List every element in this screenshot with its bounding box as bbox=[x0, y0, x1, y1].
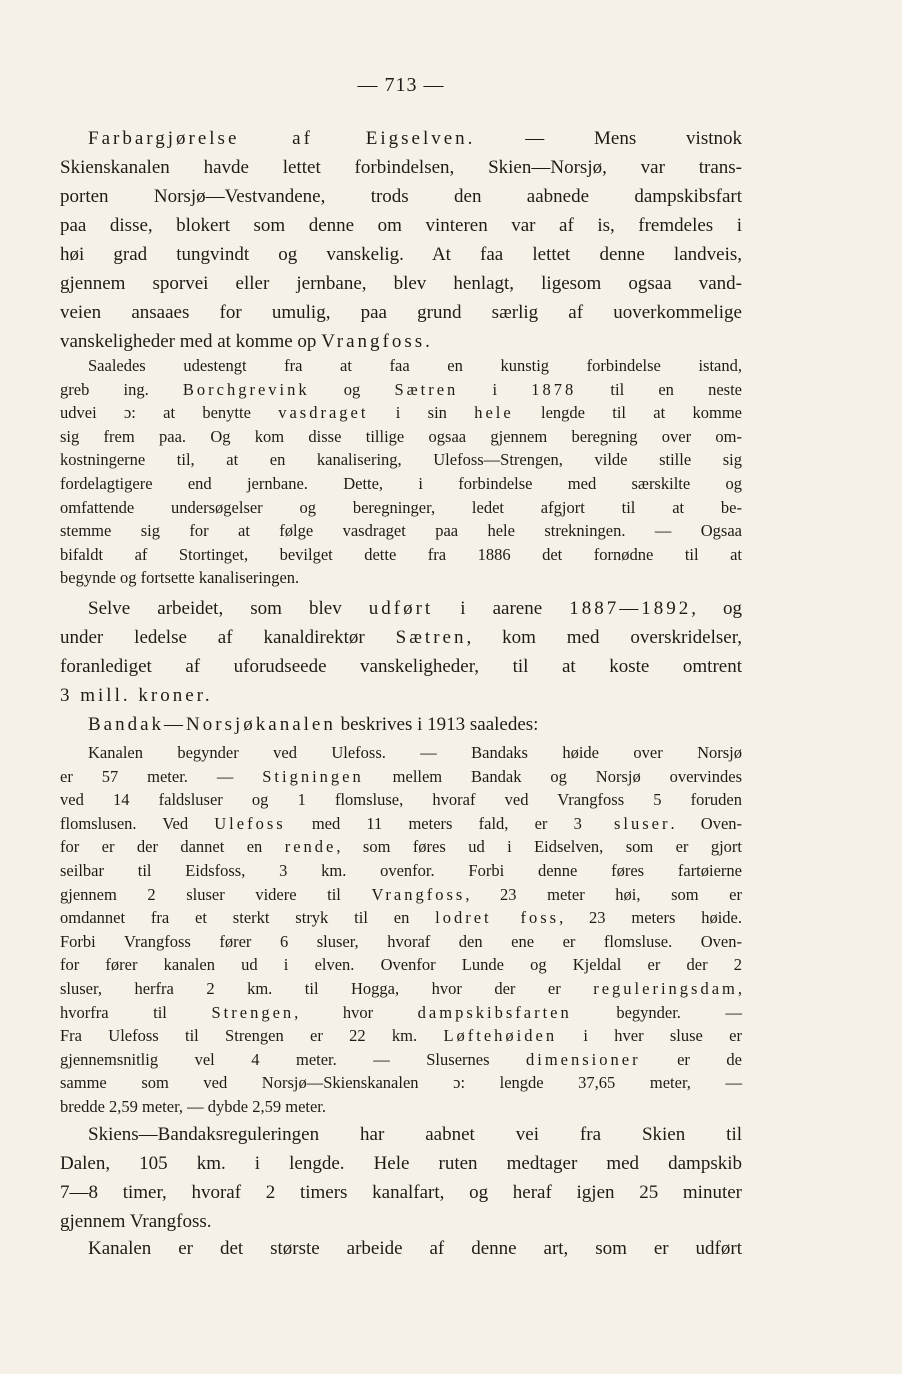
text-run: begynde og fortsette kanaliseringen. bbox=[60, 568, 300, 588]
text-line bbox=[60, 472, 742, 496]
text-run: stemme sig for at følge vasdraget paa hele strekningen. — Ogsaa bbox=[60, 521, 742, 541]
text-run: Skienskanalen havde lettet forbindelsen, Skien—Norsjø, var trans- bbox=[60, 157, 742, 178]
text-run: ved 14 faldsluser og 1 flomsluse, hvoraf ved Vrangfoss 5 foruden bbox=[60, 790, 742, 810]
text-run: paa disse, blokert som denne om vinteren var af is, fremdeles i bbox=[60, 215, 742, 236]
spaced-emphasis: Bandak—Norsjøkanalen bbox=[88, 714, 336, 735]
text-line bbox=[60, 812, 742, 836]
text-line bbox=[60, 327, 742, 356]
text-line bbox=[60, 425, 742, 449]
paragraph-1 bbox=[60, 124, 742, 356]
text-line bbox=[60, 153, 742, 182]
text-run: er 57 meter. — bbox=[60, 766, 263, 786]
text-line bbox=[60, 788, 742, 812]
text-run: vanskeligheder med at komme op bbox=[60, 331, 322, 352]
text-line bbox=[60, 211, 742, 240]
text-run: beskrives i 1913 saaledes: bbox=[335, 714, 539, 735]
text-line bbox=[60, 859, 742, 883]
text-run: under ledelse af kanaldirektør bbox=[60, 627, 396, 648]
text-line bbox=[60, 977, 742, 1001]
text-run: omdannet fra et sterkt stryk til en bbox=[60, 908, 436, 928]
text-line bbox=[60, 906, 742, 930]
text-line bbox=[60, 269, 742, 298]
text-line bbox=[60, 124, 742, 153]
text-line bbox=[60, 240, 742, 269]
spaced-emphasis: vasdraget bbox=[278, 403, 369, 423]
text-run: , som føres ud i Eidselven, som er gjort bbox=[336, 837, 742, 857]
spaced-emphasis: lodret foss bbox=[435, 908, 560, 928]
text-line bbox=[60, 401, 742, 425]
text-run: med 11 meters fald, er bbox=[285, 813, 574, 833]
text-run: , hvor bbox=[294, 1002, 418, 1022]
text-run: omfattende undersøgelser og beregninger, ledet afgjort til at be- bbox=[60, 497, 742, 517]
text-run: Kanalen er det største arbeide af denne art, som er udført bbox=[88, 1238, 742, 1259]
text-run: i hver sluse er bbox=[557, 1026, 742, 1046]
text-line bbox=[60, 1095, 742, 1119]
text-line bbox=[60, 681, 742, 710]
text-line bbox=[60, 1001, 742, 1025]
text-run: Dalen, 105 km. i lengde. Hele ruten medtager med dampskib bbox=[60, 1153, 742, 1174]
paragraph-4 bbox=[60, 710, 742, 739]
spaced-emphasis: udført bbox=[368, 598, 434, 619]
text-line bbox=[60, 1178, 742, 1207]
text-run: udvei ɔ: at benytte bbox=[60, 403, 279, 423]
text-run: , 23 meters høide. bbox=[559, 908, 742, 928]
text-line bbox=[60, 741, 742, 765]
text-line bbox=[60, 182, 742, 211]
text-run: for er der dannet en bbox=[60, 837, 285, 857]
text-line bbox=[60, 710, 742, 739]
spaced-emphasis: Vrangfoss. bbox=[321, 331, 433, 352]
text-run: , 23 meter høi, som er bbox=[465, 884, 742, 904]
text-run: Fra Ulefoss til Strengen er 22 km. bbox=[60, 1026, 444, 1046]
spaced-emphasis: rende bbox=[284, 837, 337, 857]
text-line bbox=[60, 835, 742, 859]
text-run: høi grad tungvindt og vanskelig. At faa lettet denne landveis, bbox=[60, 244, 742, 265]
text-run: er de bbox=[640, 1049, 742, 1069]
paragraph-3 bbox=[60, 594, 742, 710]
text-run: i sin bbox=[368, 403, 475, 423]
text-run: 7—8 timer, hvoraf 2 timers kanalfart, og heraf igjen 25 minuter bbox=[60, 1182, 742, 1203]
text-run: gjennemsnitlig vel 4 meter. — Slusernes bbox=[60, 1049, 527, 1069]
text-run: lengde til at komme bbox=[513, 403, 743, 423]
text-run: . Oven- bbox=[670, 813, 743, 833]
spaced-emphasis: 3 mill. kroner. bbox=[60, 685, 213, 706]
text-run: bifaldt af Stortinget, bevilget dette fra 1886 det fornødne til at bbox=[60, 544, 742, 564]
text-line bbox=[60, 543, 742, 567]
spaced-emphasis: Borchgrevink bbox=[182, 379, 310, 399]
text-line bbox=[60, 1048, 742, 1072]
text-run: begynder. — bbox=[571, 1002, 743, 1022]
text-run: Kanalen begynder ved Ulefoss. — Bandaks høide over Norsjø bbox=[88, 743, 742, 762]
text-run: kostningerne til, at en kanalisering, Ulefoss—Strengen, vilde stille sig bbox=[60, 450, 742, 470]
spaced-emphasis: Sætren bbox=[395, 627, 467, 648]
text-run: for fører kanalen ud i elven. Ovenfor Lunde og Kjeldal er der 2 bbox=[60, 955, 742, 975]
spaced-emphasis: Løftehøiden bbox=[443, 1026, 558, 1046]
text-line bbox=[60, 594, 742, 623]
text-line bbox=[60, 1071, 742, 1095]
text-run: fordelagtigere end jernbane. Dette, i forbindelse med særskilte og bbox=[60, 473, 742, 493]
text-line bbox=[60, 953, 742, 977]
spaced-emphasis: Stigningen bbox=[262, 766, 364, 786]
text-line bbox=[60, 1149, 742, 1178]
text-run: veien ansaaes for umulig, paa grund særlig af uoverkommelige bbox=[60, 302, 742, 323]
text-run: sig frem paa. Og kom disse tillige ogsaa gjennem beregning over om- bbox=[60, 426, 742, 446]
text-run: — Mens vistnok bbox=[475, 128, 742, 149]
spaced-emphasis: Vrangfoss bbox=[371, 884, 466, 904]
text-line bbox=[60, 378, 742, 402]
text-line bbox=[60, 930, 742, 954]
text-run: sluser, herfra 2 km. til Hogga, hvor der er bbox=[60, 978, 594, 998]
paragraph-5 bbox=[60, 741, 742, 1119]
text-run: , bbox=[737, 978, 742, 998]
text-line bbox=[60, 448, 742, 472]
text-line bbox=[60, 1234, 742, 1263]
text-run: i bbox=[458, 379, 532, 399]
text-run: seilbar til Eidsfoss, 3 km. ovenfor. Forbi denne føres fartøierne bbox=[60, 860, 742, 880]
spaced-emphasis: 1878 bbox=[531, 379, 577, 399]
text-run: gjennem sporvei eller jernbane, blev henlagt, ligesom ogsaa vand- bbox=[60, 273, 742, 294]
text-line bbox=[60, 1024, 742, 1048]
spaced-emphasis: hele bbox=[474, 403, 514, 423]
paragraph-2 bbox=[60, 354, 742, 590]
spaced-emphasis: Farbargjørelse af Eigselven. bbox=[88, 128, 476, 149]
text-run: greb ing. bbox=[60, 379, 183, 399]
text-run: , kom med overskridelser, bbox=[466, 627, 743, 648]
text-line bbox=[60, 519, 742, 543]
text-line bbox=[60, 496, 742, 520]
text-line bbox=[60, 566, 742, 590]
text-run: i aarene bbox=[433, 598, 570, 619]
text-line bbox=[60, 1120, 742, 1149]
text-run: Selve arbeidet, som blev bbox=[88, 598, 369, 619]
text-line bbox=[60, 765, 742, 789]
text-run: hvorfra til bbox=[60, 1002, 212, 1022]
spaced-emphasis: 1887—1892 bbox=[569, 598, 692, 619]
text-run: flomslusen. Ved bbox=[60, 813, 215, 833]
text-line bbox=[60, 354, 742, 378]
text-run: Skiens—Bandaksreguleringen har aabnet vei fra Skien til bbox=[88, 1124, 742, 1145]
text-line bbox=[60, 1207, 742, 1236]
spaced-emphasis: dimensioner bbox=[526, 1049, 641, 1069]
text-run: samme som ved Norsjø—Skienskanalen ɔ: lengde 37,65 meter, — bbox=[60, 1073, 742, 1093]
text-run: Saaledes udestengt fra at faa en kunstig forbindelse istand, bbox=[88, 356, 742, 375]
spaced-emphasis: Strengen bbox=[211, 1002, 295, 1022]
text-run: mellem Bandak og Norsjø overvindes bbox=[363, 766, 742, 786]
paragraph-6 bbox=[60, 1120, 742, 1236]
text-run: bredde 2,59 meter, — dybde 2,59 meter. bbox=[60, 1096, 327, 1116]
text-line bbox=[60, 652, 742, 681]
text-run: Forbi Vrangfoss fører 6 sluser, hvoraf den ene er flomsluse. Oven- bbox=[60, 931, 742, 951]
text-run: til en neste bbox=[576, 379, 742, 399]
spaced-emphasis: Sætren bbox=[394, 379, 459, 399]
spaced-emphasis: Ulefoss bbox=[214, 813, 286, 833]
spaced-emphasis: dampskibsfarten bbox=[417, 1002, 572, 1022]
spaced-emphasis: reguleringsdam bbox=[593, 978, 738, 998]
paragraph-7 bbox=[60, 1234, 742, 1263]
text-run: gjennem Vrangfoss. bbox=[60, 1211, 212, 1232]
page-number: — 713 — bbox=[357, 74, 445, 96]
text-run: porten Norsjø—Vestvandene, trods den aabnede dampskibsfart bbox=[60, 186, 742, 207]
text-line bbox=[60, 883, 742, 907]
text-line bbox=[60, 298, 742, 327]
text-run: og bbox=[309, 379, 395, 399]
text-run: , og bbox=[691, 598, 743, 619]
text-run: gjennem 2 sluser videre til bbox=[60, 884, 372, 904]
spaced-emphasis: 3 sluser bbox=[573, 813, 671, 833]
text-run: foranlediget af uforudseede vanskeligheder, til at koste omtrent bbox=[60, 656, 742, 677]
text-line bbox=[60, 623, 742, 652]
